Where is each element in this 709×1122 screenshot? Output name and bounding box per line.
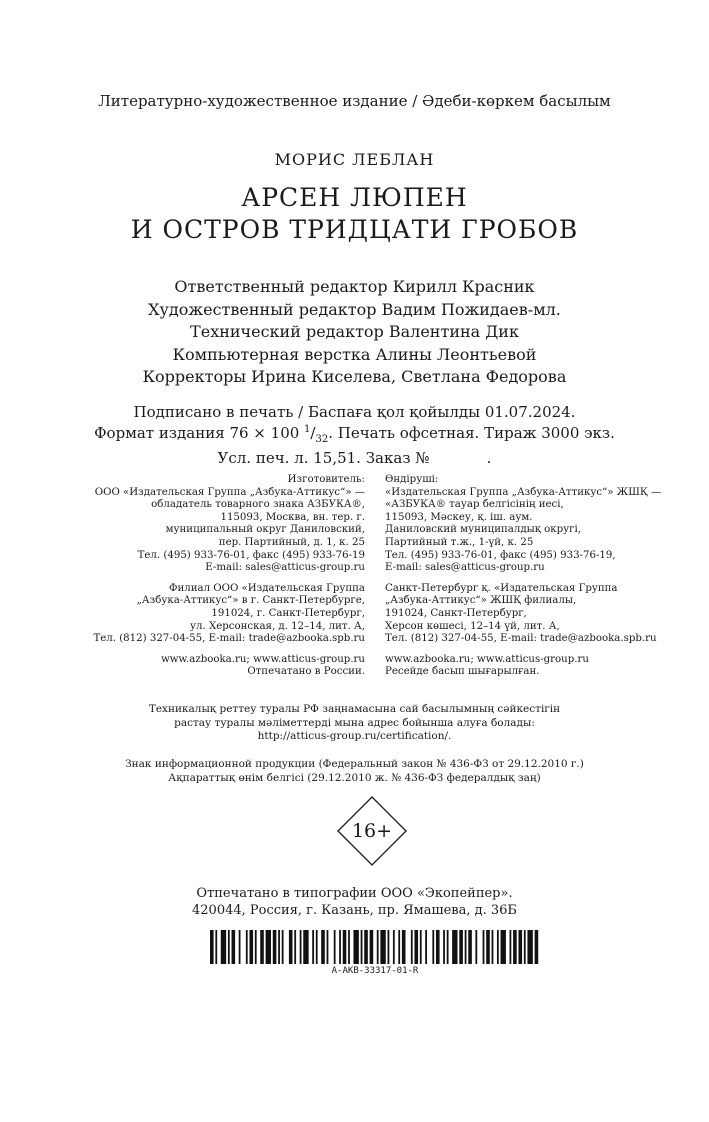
age-rating-badge: [337, 796, 407, 866]
text-line: http://atticus-group.ru/certification/.: [257, 730, 452, 742]
text-line: пер. Партийный, д. 1, к. 25: [218, 536, 365, 548]
text-line: «АЗБУКА® тауар белгісінің иесі,: [385, 499, 564, 511]
barcode-bar: [316, 930, 318, 964]
info-product-sign: [0, 758, 709, 785]
staff-line: Технический редактор Валентина Дик: [190, 322, 519, 341]
text-line: Санкт-Петербург қ. «Издательская Группа: [385, 582, 618, 594]
format-line: Формат издания 76 × 100 $^1/_{32}$. Печать офсетная. Тираж 3000 экз.: [94, 424, 615, 445]
barcode-bar: [452, 930, 457, 964]
barcode-bar: [527, 930, 532, 964]
sheets-line: Усл. печ. л. 15,51. Заказ № .: [217, 449, 492, 467]
barcode-bar: [266, 930, 271, 964]
barcode-bar: [447, 930, 449, 964]
edition-type: Литературно-художественное издание / Әдеби-көркем басылым: [98, 92, 611, 110]
text-line: 115093, Москва, вн. тер. г.: [220, 511, 365, 523]
text-line: 420044, Россия, г. Казань, пр. Ямашева, д. 36Б: [192, 902, 517, 918]
barcode-bar: [239, 930, 241, 964]
text-line: E-mail: sales@atticus-group.ru: [385, 562, 545, 574]
text-line: www.azbooka.ru; www.atticus-group.ru: [385, 653, 589, 665]
title-line-2: И ОСТРОВ ТРИДЦАТИ ГРОБОВ: [130, 215, 579, 244]
book-title: [0, 182, 709, 246]
manufacturer-kz-head: [385, 474, 661, 575]
barcode-bar: [339, 930, 341, 964]
format-suffix: . Печать офсетная. Тираж 3000 экз.: [328, 424, 615, 442]
barcode-bar: [402, 930, 406, 964]
text-line: E-mail: sales@atticus-group.ru: [205, 562, 365, 574]
text-line: обладатель товарного знака АЗБУКА®,: [151, 499, 365, 511]
barcode-bar: [535, 930, 539, 964]
format-prefix: Формат издания 76 × 100: [94, 424, 305, 442]
staff-line: Корректоры Ирина Киселева, Светлана Федорова: [142, 367, 567, 386]
text-line: Өндіруші:: [385, 474, 439, 485]
manufacturer-ru: [93, 474, 365, 687]
staff-line: Ответственный редактор Кирилл Красник: [174, 277, 535, 296]
staff-credits: [0, 276, 709, 389]
signed-line: Подписано в печать / Баспаға қол қойылды 01.07.2024.: [133, 403, 576, 421]
barcode-bar: [377, 930, 379, 964]
barcode-bar: [501, 930, 506, 964]
barcode-bar: [510, 930, 512, 964]
manufacturer-kz-branch: [385, 583, 661, 646]
barcode-bar: [443, 930, 445, 964]
barcode-bar: [312, 930, 314, 964]
text-line: Даниловский муниципалдық округі,: [385, 524, 581, 536]
barcode-bar: [486, 930, 490, 964]
barcode-bar: [228, 930, 230, 964]
staff-line: Художественный редактор Вадим Пожидаев-мл.: [148, 299, 561, 319]
author-name: МОРИС ЛЕБЛАН: [274, 150, 435, 169]
barcode-bar: [370, 930, 374, 964]
manufacturer-kz: [385, 474, 661, 687]
text-line: Тел. (812) 327-04-55, E-mail: trade@azbooka.spb.ru: [93, 633, 365, 645]
certification-note: [0, 703, 709, 744]
text-line: Партийный т.ж., 1-үй, к. 25: [385, 536, 534, 548]
text-line: Тел. (495) 933-76-01, факс (495) 933-76-19: [137, 549, 365, 561]
text-line: „Азбука-Аттикус“» ЖШҚ филиалы,: [385, 595, 577, 607]
barcode-bar: [497, 930, 499, 964]
barcode-bar: [420, 930, 422, 964]
barcode-bar: [260, 930, 264, 964]
barcode-bar: [273, 930, 277, 964]
barcode-bar: [289, 930, 293, 964]
barcode-bar: [353, 930, 358, 964]
manufacturer-ru-web: [93, 654, 365, 679]
barcode-bar: [468, 930, 472, 964]
text-line: Филиал ООО «Издательская Группа: [168, 582, 365, 594]
text-line: Техникалық реттеу туралы РФ заңнамасына сай басылымның сәйкестігін: [148, 703, 561, 715]
printer-info: [0, 886, 709, 919]
barcode-bar: [380, 930, 385, 964]
text-line: «Издательская Группа „Азбука-Аттикус“» ЖШҚ —: [385, 486, 662, 498]
barcode-bar: [436, 930, 440, 964]
text-line: 191024, Санкт-Петербург,: [385, 607, 527, 619]
barcode-bar: [278, 930, 280, 964]
print-info: [0, 403, 709, 467]
barcode-bar: [483, 930, 485, 964]
barcode-bar: [465, 930, 467, 964]
barcode-bar: [361, 930, 363, 964]
barcode-bar: [246, 930, 248, 964]
text-line: Отпечатано в России.: [247, 666, 365, 678]
barcode: [210, 930, 540, 964]
barcode-code: A-AKB-33317-01-R: [331, 966, 419, 976]
text-line: Херсон көшесі, 12–14 үй, лит. А,: [385, 620, 560, 632]
format-denominator: 32: [315, 434, 329, 445]
text-line: Ақпараттық өнім белгісі (29.12.2010 ж. № 436-ФЗ федералдық заң): [168, 771, 541, 784]
barcode-bar: [364, 930, 368, 964]
barcode-bar: [475, 930, 477, 964]
barcode-bar: [321, 930, 325, 964]
barcode-bar: [255, 930, 257, 964]
barcode-bar: [300, 930, 302, 964]
barcode-bar: [411, 930, 413, 964]
barcode-bar: [459, 930, 463, 964]
barcode-bar: [398, 930, 400, 964]
text-line: Отпечатано в типографии ООО «Экопейпер».: [196, 886, 513, 901]
text-line: растау туралы мәліметтерді мына адрес бойынша алуға болады:: [174, 716, 535, 729]
barcode-bar: [232, 930, 236, 964]
barcode-bar: [432, 930, 434, 964]
text-line: ул. Херсонская, д. 12–14, лит. А,: [190, 620, 365, 632]
barcode-bar: [249, 930, 253, 964]
text-line: Знак информационной продукции (Федеральный закон № 436-ФЗ от 29.12.2010 г.): [125, 758, 584, 770]
text-line: www.azbooka.ru; www.atticus-group.ru: [161, 653, 365, 665]
text-line: Изготовитель:: [287, 474, 365, 485]
barcode-bar: [388, 930, 390, 964]
barcode-bar: [221, 930, 226, 964]
text-line: 115093, Мәскеу, қ. іш. аум.: [385, 511, 533, 523]
barcode-bar: [425, 930, 427, 964]
barcode-bar: [414, 930, 418, 964]
text-line: Тел. (812) 327-04-55, E-mail: trade@azbooka.spb.ru: [385, 633, 657, 645]
manufacturer-ru-branch: [93, 583, 365, 646]
barcode-bar: [327, 930, 329, 964]
barcode-bar: [303, 930, 308, 964]
barcode-bar: [215, 930, 217, 964]
barcode-bar: [492, 930, 494, 964]
format-numerator: 1: [304, 424, 311, 435]
barcode-bar: [518, 930, 522, 964]
barcode-bar: [282, 930, 284, 964]
barcode-bar: [513, 930, 517, 964]
text-line: Тел. (495) 933-76-01, факс (495) 933-76-19,: [385, 549, 616, 561]
age-rating-text: 16+: [351, 820, 393, 842]
staff-line: Компьютерная верстка Алины Леонтьевой: [172, 344, 537, 364]
barcode-bar: [524, 930, 526, 964]
manufacturer-ru-head: [93, 474, 365, 575]
text-line: Ресейде басып шығарылған.: [385, 666, 540, 678]
text-line: муниципальный округ Даниловский,: [165, 524, 365, 536]
barcode-bar: [294, 930, 296, 964]
title-line-1: АРСЕН ЛЮПЕН: [241, 183, 468, 212]
barcode-bar: [393, 930, 395, 964]
barcode-bar: [348, 930, 350, 964]
manufacturer-kz-web: [385, 654, 661, 679]
text-line: „Азбука-Аттикус“» в г. Санкт-Петербурге,: [136, 595, 365, 607]
barcode-bar: [343, 930, 347, 964]
text-line: 191024, г. Санкт-Петербург,: [211, 607, 365, 619]
barcode-bar: [334, 930, 336, 964]
barcode-bar: [210, 930, 214, 964]
text-line: ООО «Издательская Группа „Азбука-Аттикус“» —: [94, 486, 365, 498]
